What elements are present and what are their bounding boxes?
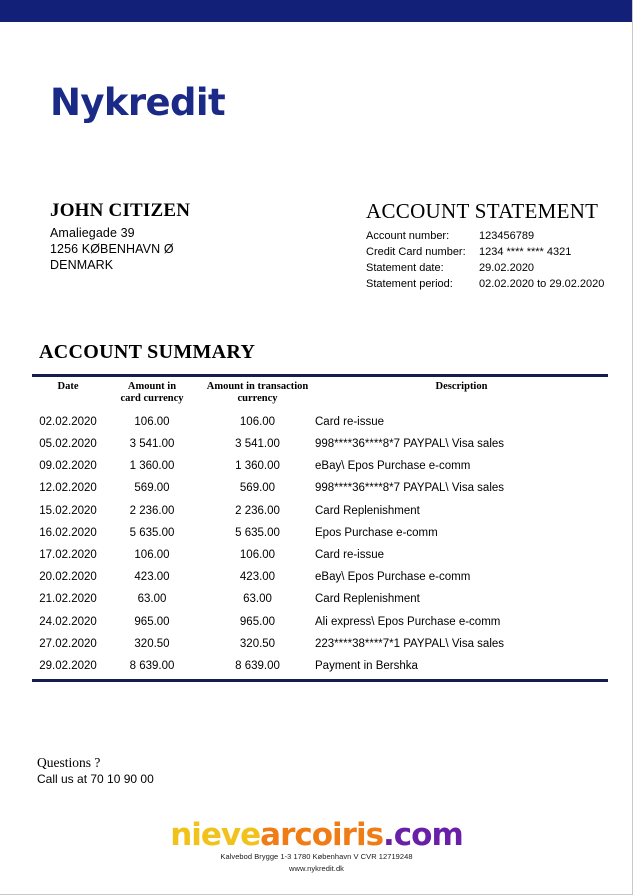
questions-heading: Questions ? — [37, 755, 101, 770]
column-header-description — [315, 377, 608, 411]
cell-card-amount: 3 541.00 — [129, 438, 175, 451]
cell-card-amount: 1 360.00 — [129, 460, 175, 473]
cell-transaction-amount: 8 639.00 — [235, 659, 280, 672]
cell-transaction-amount: 106.00 — [239, 415, 276, 428]
column-header-card-currency — [104, 377, 200, 411]
cell-description: Card Replenishment — [315, 593, 420, 606]
statement-field-statement-period — [366, 276, 604, 292]
column-header-description-line1: Description — [435, 381, 488, 392]
cell-transaction-amount: 2 236.00 — [235, 504, 280, 517]
cell-description: 998****36****8*7 PAYPAL\ Visa sales — [315, 482, 505, 495]
cell-card-amount: 106.00 — [134, 415, 170, 428]
cell-card-amount: 5 635.00 — [129, 526, 175, 539]
watermark-part-1: nieve — [170, 817, 261, 853]
column-header-card-currency-line1: Amount in — [127, 381, 177, 392]
credit-card-number-label: Credit Card number: — [366, 246, 466, 259]
bank-logo: Nykredit — [50, 81, 226, 124]
address-line-1: Amaliegade 39 — [50, 226, 135, 241]
cell-date: 15.02.2020 — [39, 504, 97, 517]
cell-date: 27.02.2020 — [39, 637, 97, 650]
table-row — [32, 588, 608, 610]
cell-description: Card Replenishment — [315, 504, 420, 517]
cell-transaction-amount: 965.00 — [239, 615, 276, 628]
cell-card-amount: 569.00 — [134, 482, 170, 495]
cell-card-amount: 320.50 — [134, 637, 170, 650]
cell-card-amount: 106.00 — [134, 548, 170, 561]
table-bottom-rule — [32, 679, 608, 682]
customer-name: JOHN CITIZEN — [50, 200, 191, 221]
statement-period-value: 02.02.2020 to 29.02.2020 — [479, 278, 605, 291]
cell-date: 09.02.2020 — [39, 460, 97, 473]
cell-date: 16.02.2020 — [39, 526, 97, 539]
table-header-row — [32, 377, 608, 411]
site-watermark — [0, 817, 633, 853]
statement-field-statement-date — [366, 260, 604, 276]
column-header-transaction-currency — [200, 377, 315, 411]
cell-date: 17.02.2020 — [39, 548, 97, 561]
cell-date: 12.02.2020 — [39, 482, 97, 495]
table-row — [32, 544, 608, 566]
transactions-table — [32, 377, 608, 677]
cell-transaction-amount: 1 360.00 — [235, 460, 280, 473]
legal-footer — [0, 851, 633, 874]
statement-meta-block — [366, 199, 604, 293]
table-row — [32, 500, 608, 522]
questions-block — [37, 755, 154, 787]
cell-transaction-amount: 5 635.00 — [235, 526, 280, 539]
watermark-part-2: arcoiris — [260, 817, 384, 853]
cell-date: 02.02.2020 — [39, 415, 97, 428]
statement-field-credit-card-number — [366, 244, 604, 260]
account-number-label: Account number: — [366, 230, 450, 242]
cell-transaction-amount: 106.00 — [239, 548, 276, 561]
address-line-2: 1256 KØBENHAVN Ø — [50, 242, 174, 257]
transactions-table-wrapper — [32, 374, 608, 677]
customer-address-block — [50, 199, 190, 273]
transactions-table-body — [32, 411, 608, 677]
table-row — [32, 455, 608, 477]
statement-field-account-number — [366, 228, 604, 244]
cell-description: Payment in Bershka — [315, 659, 418, 672]
table-row — [32, 433, 608, 455]
column-header-transaction-currency-line2: currency — [237, 393, 278, 405]
cell-date: 24.02.2020 — [39, 615, 97, 628]
cell-transaction-amount: 569.00 — [239, 482, 276, 495]
table-row — [32, 566, 608, 588]
statement-period-label: Statement period: — [366, 278, 453, 291]
legal-footer-address: Kalvebod Brygge 1-3 1780 København V CVR 12719248 — [220, 852, 413, 861]
cell-description: eBay\ Epos Purchase e-comm — [315, 460, 471, 473]
cell-date: 21.02.2020 — [39, 593, 97, 606]
cell-date: 20.02.2020 — [39, 571, 97, 584]
table-row — [32, 610, 608, 632]
column-header-card-currency-line2: card currency — [120, 393, 184, 405]
cell-card-amount: 2 236.00 — [129, 504, 175, 517]
cell-description: Card re-issue — [315, 415, 385, 428]
cell-description: 998****36****8*7 PAYPAL\ Visa sales — [315, 438, 505, 451]
statement-date-label: Statement date: — [366, 262, 444, 275]
column-header-transaction-currency-line1: Amount in transaction — [206, 381, 309, 392]
questions-contact: Call us at 70 10 90 00 — [37, 771, 154, 786]
cell-description: 223****38****7*1 PAYPAL\ Visa sales — [315, 637, 505, 650]
cell-description: eBay\ Epos Purchase e-comm — [315, 571, 471, 584]
header-blue-band — [0, 0, 633, 22]
statement-title: ACCOUNT STATEMENT — [366, 199, 599, 223]
cell-description: Ali express\ Epos Purchase e-comm — [315, 615, 501, 628]
credit-card-number-value: 1234 **** **** 4321 — [479, 246, 572, 259]
cell-card-amount: 423.00 — [134, 571, 170, 584]
cell-card-amount: 8 639.00 — [129, 659, 175, 672]
column-header-date — [32, 377, 104, 411]
account-summary-heading: ACCOUNT SUMMARY — [39, 341, 256, 363]
address-line-3: DENMARK — [50, 258, 114, 273]
table-row — [32, 633, 608, 655]
legal-footer-website: www.nykredit.dk — [289, 863, 344, 873]
cell-transaction-amount: 63.00 — [243, 593, 272, 606]
column-header-date-line1: Date — [57, 381, 79, 392]
table-row — [32, 655, 608, 677]
cell-description: Card re-issue — [315, 548, 385, 561]
cell-description: Epos Purchase e-comm — [315, 526, 438, 539]
table-row — [32, 522, 608, 544]
statement-date-value: 29.02.2020 — [479, 262, 535, 275]
cell-card-amount: 965.00 — [134, 615, 170, 628]
table-row — [32, 411, 608, 433]
table-row — [32, 477, 608, 499]
cell-transaction-amount: 423.00 — [239, 571, 276, 584]
cell-transaction-amount: 3 541.00 — [235, 438, 280, 451]
account-number-value: 123456789 — [479, 230, 535, 242]
cell-date: 05.02.2020 — [39, 438, 97, 451]
cell-date: 29.02.2020 — [39, 659, 97, 672]
watermark-part-3: .com — [383, 817, 463, 853]
cell-transaction-amount: 320.50 — [239, 637, 276, 650]
cell-card-amount: 63.00 — [137, 593, 167, 606]
